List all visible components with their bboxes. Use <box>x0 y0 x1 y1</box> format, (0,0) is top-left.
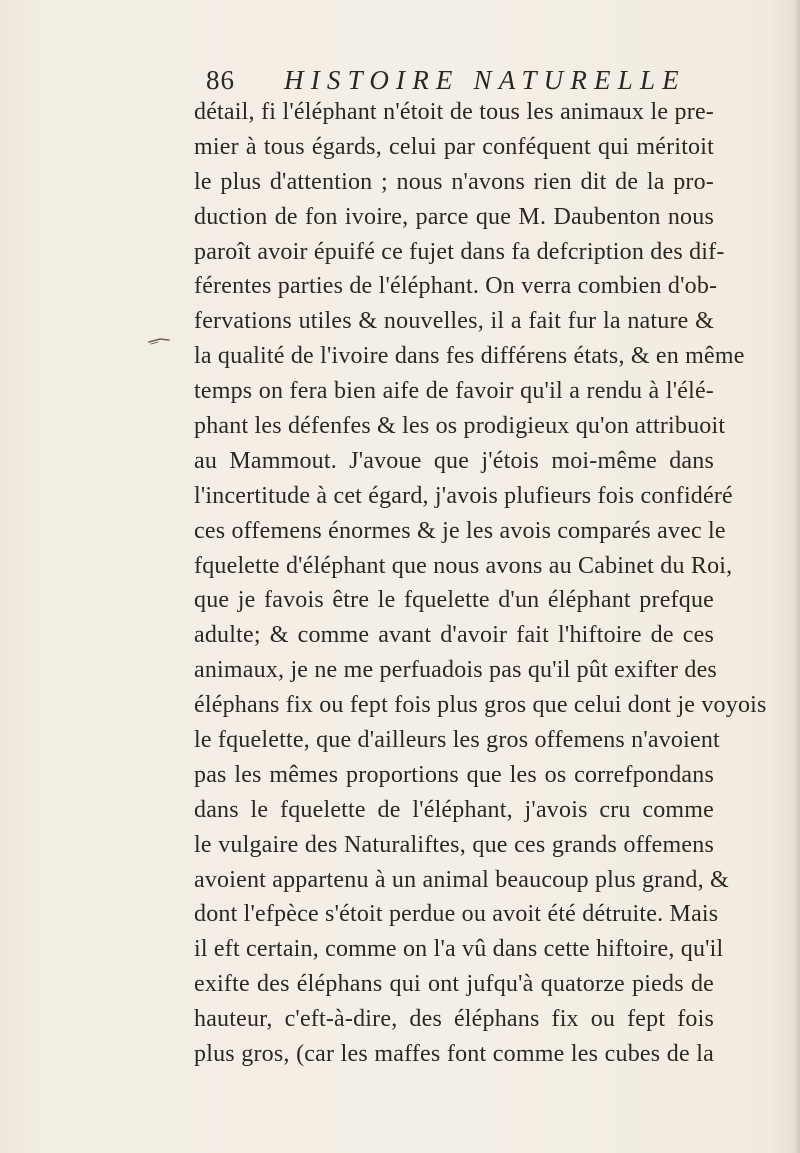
text-line: avoient appartenu à un animal beaucoup plus grand, & <box>194 866 729 893</box>
page-number: 86 <box>206 65 235 95</box>
running-header <box>206 62 686 98</box>
text-line: fervations utiles & nouvelles, il a fait fur la nature & <box>194 308 714 335</box>
page-edge-shadow <box>794 0 800 1153</box>
text-line: férentes parties de l'éléphant. On verra combien d'ob- <box>194 273 718 300</box>
text-line: il eft certain, comme on l'a vû dans cette hiftoire, qu'il <box>194 936 724 963</box>
text-line: l'incertitude à cet égard, j'avois plufieurs fois confidéré <box>194 482 733 509</box>
text-line: au Mammout. J'avoue que j'étois moi-même dans <box>194 447 714 474</box>
body-text <box>194 95 767 1072</box>
text-line: plus gros, (car les maffes font comme les cubes de la <box>194 1041 714 1068</box>
text-line: hauteur, c'eft-à-dire, des éléphans fix ou fept fois <box>194 1006 714 1033</box>
margin-ink-mark <box>148 336 170 346</box>
text-line: mier à tous égards, celui par conféquent qui méritoit <box>194 133 714 160</box>
text-line: le plus d'attention ; nous n'avons rien dit de la pro- <box>194 168 714 195</box>
text-line: paroît avoir épuifé ce fujet dans fa defcription des dif- <box>194 238 725 265</box>
text-line: éléphans fix ou fept fois plus gros que celui dont je voyois <box>194 692 767 719</box>
text-line: ces offemens énormes & je les avois comparés avec le <box>194 517 726 544</box>
text-line: duction de fon ivoire, parce que M. Daubenton nous <box>194 203 714 230</box>
text-line: que je favois être le fquelette d'un éléphant prefque <box>194 587 714 614</box>
text-line: pas les mêmes proportions que les os correfpondans <box>194 761 714 788</box>
text-line: animaux, je ne me perfuadois pas qu'il pût exifter des <box>194 657 717 684</box>
running-title: HISTOIRE NATURELLE <box>284 65 686 95</box>
text-line: dont l'efpèce s'étoit perdue ou avoit été détruite. Mais <box>194 901 719 928</box>
text-line: la qualité de l'ivoire dans fes différens états, & en même <box>194 343 745 370</box>
text-line: exifte des éléphans qui ont jufqu'à quatorze pieds de <box>194 971 714 998</box>
text-line: phant les défenfes & les os prodigieux qu'on attribuoit <box>194 413 726 440</box>
text-line: temps on fera bien aife de favoir qu'il a rendu à l'élé- <box>194 378 714 405</box>
text-line: adulte; & comme avant d'avoir fait l'hiftoire de ces <box>194 622 714 649</box>
text-line: détail, fi l'éléphant n'étoit de tous les animaux le pre- <box>194 99 714 125</box>
text-line: fquelette d'éléphant que nous avons au Cabinet du Roi, <box>194 552 733 579</box>
text-line: le vulgaire des Naturaliftes, que ces grands offemens <box>194 831 714 858</box>
text-line: le fquelette, que d'ailleurs les gros offemens n'avoient <box>194 727 720 754</box>
text-line: dans le fquelette de l'éléphant, j'avois cru comme <box>194 796 714 823</box>
